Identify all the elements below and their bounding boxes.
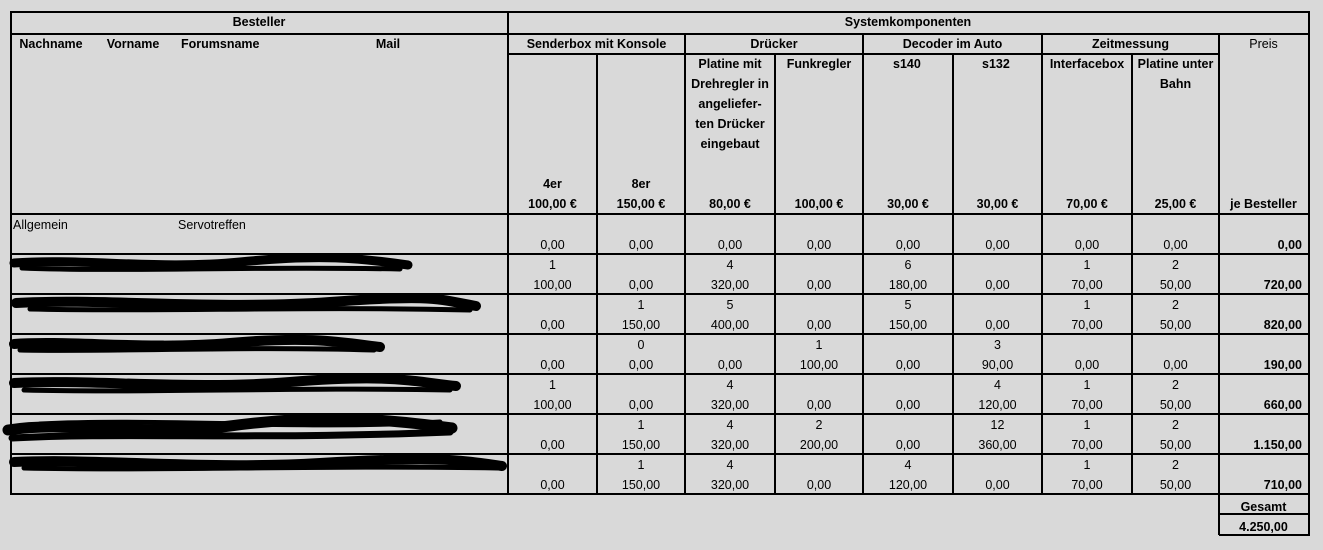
row-total: 190,00 <box>1263 358 1302 372</box>
qty-cell: 4 <box>726 458 734 472</box>
qty-cell: 4 <box>726 418 734 432</box>
amount-cell: 320,00 <box>710 398 750 412</box>
row-total: 820,00 <box>1263 318 1302 332</box>
row-total: 1.150,00 <box>1253 438 1302 452</box>
col-zeitmessung: Zeitmessung <box>1091 37 1170 51</box>
sub-platine-unter-line: Bahn <box>1159 77 1192 91</box>
qty-cell: 1 <box>549 378 556 392</box>
amount-cell: 70,00 <box>1071 318 1103 332</box>
row-total: 0,00 <box>1277 238 1302 252</box>
sub-platine-line: angeliefer- <box>698 97 762 111</box>
redaction-mark <box>14 258 408 265</box>
row-total: 720,00 <box>1263 278 1302 292</box>
amount-cell: 360,00 <box>978 438 1017 452</box>
amount-cell: 0,00 <box>895 358 921 372</box>
amount-cell: 0,00 <box>806 478 832 492</box>
amount-cell: 0,00 <box>540 358 565 372</box>
group-systemkomponenten: Systemkomponenten <box>844 15 972 29</box>
gesamt-value: 4.250,00 <box>1239 520 1288 534</box>
amount-cell: 200,00 <box>799 438 839 452</box>
qty-cell: 1 <box>1083 298 1091 312</box>
amount-cell: 0,00 <box>895 398 921 412</box>
col-senderbox: Senderbox mit Konsole <box>526 37 667 51</box>
qty-cell: 1 <box>637 298 645 312</box>
amount-cell: 50,00 <box>1159 318 1192 332</box>
price-platine-unter: 25,00 € <box>1154 197 1197 211</box>
amount-cell: 320,00 <box>710 438 750 452</box>
qty-cell: 4 <box>726 258 734 272</box>
amount-cell: 400,00 <box>710 318 750 332</box>
amount-cell: 150,00 <box>621 438 661 452</box>
amount-cell: 0,00 <box>540 478 565 492</box>
price-je-besteller: je Besteller <box>1230 197 1297 211</box>
amount-cell: 0,00 <box>895 238 921 252</box>
amount-cell: 150,00 <box>621 318 661 332</box>
amount-cell: 50,00 <box>1159 478 1192 492</box>
qty-cell: 12 <box>990 418 1005 432</box>
col-mail: Mail <box>375 37 401 51</box>
col-decoder: Decoder im Auto <box>902 37 1003 51</box>
qty-cell: 1 <box>637 458 645 472</box>
price-8er: 150,00 € <box>616 197 666 211</box>
qty-cell: 0 <box>637 338 645 352</box>
redaction-mark <box>22 268 400 269</box>
amount-cell: 0,00 <box>806 318 832 332</box>
qty-cell: 2 <box>1172 418 1179 432</box>
sub-interfacebox: Interfacebox <box>1049 57 1125 71</box>
redaction-mark <box>14 378 456 386</box>
amount-cell: 180,00 <box>888 278 928 292</box>
gesamt-label: Gesamt <box>1240 500 1287 514</box>
amount-cell: 70,00 <box>1071 398 1103 412</box>
amount-cell: 120,00 <box>978 398 1017 412</box>
qty-cell: 2 <box>1172 378 1179 392</box>
amount-cell: 0,00 <box>1074 358 1100 372</box>
amount-cell: 0,00 <box>1074 238 1100 252</box>
group-besteller: Besteller <box>232 15 286 29</box>
amount-cell: 0,00 <box>1163 238 1188 252</box>
amount-cell: 50,00 <box>1159 438 1192 452</box>
amount-cell: 0,00 <box>806 398 832 412</box>
row-allgemein-label: Allgemein <box>13 218 68 232</box>
amount-cell: 70,00 <box>1071 438 1103 452</box>
col-vorname: Vorname <box>106 37 160 51</box>
amount-cell: 120,00 <box>888 478 928 492</box>
amount-cell: 0,00 <box>717 238 743 252</box>
amount-cell: 0,00 <box>717 358 743 372</box>
row-servotreffen-label: Servotreffen <box>178 218 246 232</box>
qty-cell: 2 <box>815 418 823 432</box>
sub-s132: s132 <box>982 57 1010 71</box>
amount-cell: 0,00 <box>1163 358 1188 372</box>
amount-cell: 0,00 <box>985 278 1010 292</box>
sub-platine-line: Drehregler in <box>691 77 769 91</box>
redaction-mark <box>16 298 476 306</box>
qty-cell: 3 <box>994 338 1001 352</box>
price-4er: 100,00 € <box>528 197 577 211</box>
qty-cell: 2 <box>1172 458 1179 472</box>
amount-cell: 50,00 <box>1159 398 1192 412</box>
price-platine: 80,00 € <box>709 197 751 211</box>
row-total: 710,00 <box>1263 478 1302 492</box>
row-total: 660,00 <box>1263 398 1302 412</box>
amount-cell: 0,00 <box>985 478 1010 492</box>
amount-cell: 0,00 <box>985 318 1010 332</box>
amount-cell: 0,00 <box>628 278 654 292</box>
qty-cell: 1 <box>1083 258 1091 272</box>
qty-cell: 1 <box>637 418 645 432</box>
amount-cell: 320,00 <box>710 278 750 292</box>
col-preis: Preis <box>1249 37 1278 51</box>
amount-cell: 70,00 <box>1071 478 1103 492</box>
qty-cell: 2 <box>1172 258 1179 272</box>
sub-platine-line: eingebaut <box>700 137 760 151</box>
amount-cell: 150,00 <box>888 318 928 332</box>
amount-cell: 0,00 <box>540 438 565 452</box>
amount-cell: 100,00 <box>533 278 572 292</box>
redaction-mark <box>30 309 470 310</box>
amount-cell: 0,00 <box>985 238 1010 252</box>
amount-cell: 0,00 <box>806 238 832 252</box>
sub-funkregler: Funkregler <box>786 57 852 71</box>
amount-cell: 0,00 <box>540 318 565 332</box>
redaction-mark <box>24 389 450 391</box>
redaction-mark <box>24 467 498 469</box>
amount-cell: 0,00 <box>540 238 565 252</box>
qty-cell: 5 <box>904 298 912 312</box>
col-nachname: Nachname <box>19 37 83 51</box>
sub-platine-line: ten Drücker <box>695 117 765 131</box>
sub-4er: 4er <box>543 177 562 191</box>
sub-s140: s140 <box>893 57 921 71</box>
price-funkregler: 100,00 € <box>794 197 844 211</box>
qty-cell: 4 <box>726 378 734 392</box>
redaction-mark <box>20 349 374 351</box>
qty-cell: 4 <box>994 378 1001 392</box>
qty-cell: 2 <box>1172 298 1179 312</box>
amount-cell: 150,00 <box>621 478 661 492</box>
sub-platine-line: Platine mit <box>698 57 762 71</box>
col-druecker: Drücker <box>750 37 798 51</box>
qty-cell: 1 <box>549 258 556 272</box>
amount-cell: 320,00 <box>710 478 750 492</box>
amount-cell: 0,00 <box>895 438 921 452</box>
amount-cell: 0,00 <box>628 238 654 252</box>
sub-8er: 8er <box>631 177 651 191</box>
redaction-mark <box>12 432 450 438</box>
amount-cell: 50,00 <box>1159 278 1192 292</box>
qty-cell: 1 <box>1083 378 1091 392</box>
qty-cell: 4 <box>904 458 912 472</box>
redaction-mark <box>40 422 440 425</box>
amount-cell: 90,00 <box>981 358 1014 372</box>
amount-cell: 0,00 <box>806 278 832 292</box>
qty-cell: 5 <box>726 298 734 312</box>
amount-cell: 100,00 <box>533 398 572 412</box>
price-interfacebox: 70,00 € <box>1066 197 1108 211</box>
qty-cell: 1 <box>815 338 823 352</box>
col-forumsname: Forumsname <box>181 37 260 51</box>
amount-cell: 0,00 <box>628 398 654 412</box>
amount-cell: 0,00 <box>628 358 654 372</box>
amount-cell: 70,00 <box>1071 278 1103 292</box>
qty-cell: 1 <box>1083 458 1091 472</box>
qty-cell: 1 <box>1083 418 1091 432</box>
qty-cell: 6 <box>904 258 912 272</box>
sub-platine-unter-line: Platine unter <box>1137 57 1214 71</box>
price-s132: 30,00 € <box>976 197 1019 211</box>
redaction-mark <box>14 340 380 347</box>
price-s140: 30,00 € <box>887 197 929 211</box>
amount-cell: 100,00 <box>799 358 839 372</box>
